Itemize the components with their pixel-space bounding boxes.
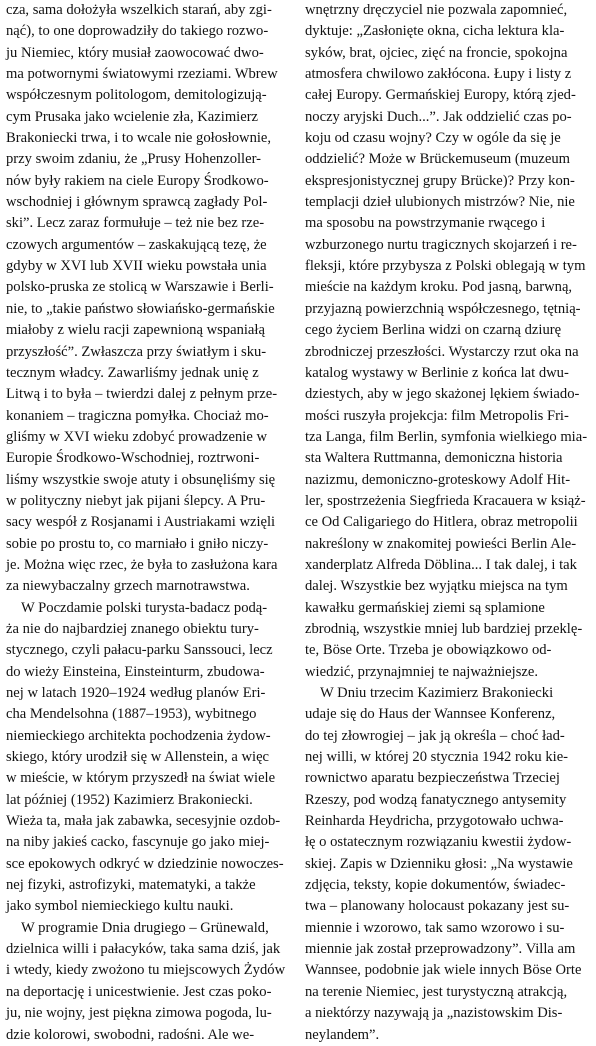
left-column [6,0,293,1043]
paragraph: W Dniu trzecim Kazimierz Brakoniecki udaje się do Haus der Wannsee Konferenz, do tej złowrogiej – jak ją określa – choć ład- nej willi, w której 20 stycznia 1942 roku kie- rownictwo aparatu bezpieczeństwa Trzeciej Rzeszy, pod wodzą fanatycznego antysemity Reinharda Heydricha, przygotowało uchwa- łę o ostatecznym rozwiązaniu kwestii żydow- skiej. Zapis w Dzienniku głosi: „Na wystawie zdjęcia, teksty, kopie dokumentów, świadec- twa – planowany holocaust pokazany jest su- miennie i wzorowo, tak samo wzorowo i su- miennie jak został przeprowadzony”. Villa am Wannsee, podobnie jak wiele innych Böse Orte na terenie Niemiec, jest turystyczną atrakcją, a niektórzy nazywają ja „nazistowskim Dis- neylandem”. [305,685,582,1043]
paragraph: W Poczdamie polski turysta-badacz podą- ża nie do najbardziej znanego obiektu tury- stycznego, czyli pałacu-parku Sanssouci, lecz do wieży Einsteina, Einsteinturm, zbudowa- nej w latach 1920–1924 według planów Eri- cha Mendelsohna (1887–1953), wybitnego niemieckiego architekta pochodzenia żydow- skiego, który urodził się w Allenstein, a więc w mieście, w którym przyszedł na świat wiele lat później (1952) Kazimierz Brakoniecki. Wieża ta, mała jak zabawka, secesyjnie ozdob- na niby jakieś cacko, fascynuje go jako miej- sce epokowych odkryć w dziedzinie nowoczes- nej fizyki, astrofizyki, matematyki, a także jako symbol niemieckiego kultu nauki. [6,599,284,915]
right-column [305,0,592,1043]
paragraph: wnętrzny dręczyciel nie pozwala zapomnieć, dyktuje: „Zasłonięte okna, cicha lektura kla- syków, brat, ojciec, zięć na froncie, spokojna atmosfera chwilowo zakłócona. Łupy i listy z całej Europy. Germańskiej Europy, którą zjed- noczy aryjski Duch...”. Jak oddzielić czas po- koju od czasu wojny? Czy w ogóle da się je oddzielić? Może w Brückemuseum (muzeum ekspresjonistycznej grupy Brücke)? Przy kon- templacji dzieł ulubionych mistrzów? Nie, nie ma sposobu na powstrzymanie rwącego i wzburzonego nurtu tragicznych skojarzeń i re- fleksji, które przybysza z Polski oblegają w tym mieście na każdym kroku. Pod jasną, barwną, przyjazną powierzchnią współczesnego, tętnią- cego życiem Berlina widzi on czarną dziurę zbrodniczej przeszłości. Wystarczy rzut oka na katalog wystawy w Berlinie z końca lat dwu- dziestych, aby w jego skażonej lękiem świado- mości ruszyła projekcja: film Metropolis Fri- tza Langa, film Berlin, symfonia wielkiego mia- sta Waltera Ruttmanna, demoniczna historia nazizmu, demoniczno-groteskowy Adolf Hit- ler, spostrzeżenia Siegfrieda Kracauera w książ- ce Od Caligariego do Hitlera, obraz metropolii nakreślony w znakomitej powieści Berlin Ale- xanderplatz Alfreda Döblina... I tak dalej, i tak dalej. Wszystkie bez wyjątku miejsca na tym kawałku germańskiej ziemi są splamione zbrodnią, wszystkie mniej lub bardziej przeklę- te, Böse Orte. Trzeba je obowiązkowo od- wiedzić, przynajmniej te najważniejsze. [305,2,588,680]
paragraph: cza, sama dołożyła wszelkich starań, aby zgi- nąć), to one doprowadziły do takiego rozwo- ju Niemiec, który musiał zaowocować dwo- ma potwornymi światowymi rzeziami. Wbrew współczesnym politologom, demitologizują- cym Prusaka jako wcielenie zła, Kazimierz Brakoniecki trwa, i to wcale nie gołosłownie, przy swoim zdaniu, że „Prusy Hohenzoller- nów były rakiem na ciele Europy Środkowo- wschodniej i głównym sprawcą zagłady Pol- ski”. Lecz zaraz formułuje – też nie bez rze- czowych argumentów – zaskakującą tezę, że gdyby w XVI lub XVII wieku powstała unia polsko-pruska ze stolicą w Warszawie i Berli- nie, to „takie państwo słowiańsko-germańskie miałoby z wielu racji zapewnioną wspaniałą przyszłość”. Zwłaszcza przy światłym i sku- tecznym władcy. Zawarliśmy jednak unię z Litwą i to była – twierdzi dalej z pełnym prze- konaniem – tragiczna pomyłka. Chociaż mo- gliśmy w XVI wieku zdobyć prowadzenie w Europie Środkowo-Wschodniej, roztrwoni- liśmy wszystkie swoje atuty i obsunęliśmy się w polityczny niebyt jak pijani ślepcy. A Pru- sacy wespół z Rosjanami i Austriakami wzięli sobie po prostu to, co marniało i gniło niczy- je. Można więc rzec, że była to zasłużona kara za niewybaczalny grzech marnotrawstwa. [6,2,278,595]
paragraph: W programie Dnia drugiego – Grünewald, dzielnica willi i pałacyków, taka sama dziś, jak i wtedy, kiedy zwożono tu miejscowych Żydów na deportację i unicestwienie. Jest czas poko- ju, nie wojny, jest piękna zimowa pogoda, lu- dzie kolorowi, swobodni, radośni. Ale we- [6,919,286,1043]
